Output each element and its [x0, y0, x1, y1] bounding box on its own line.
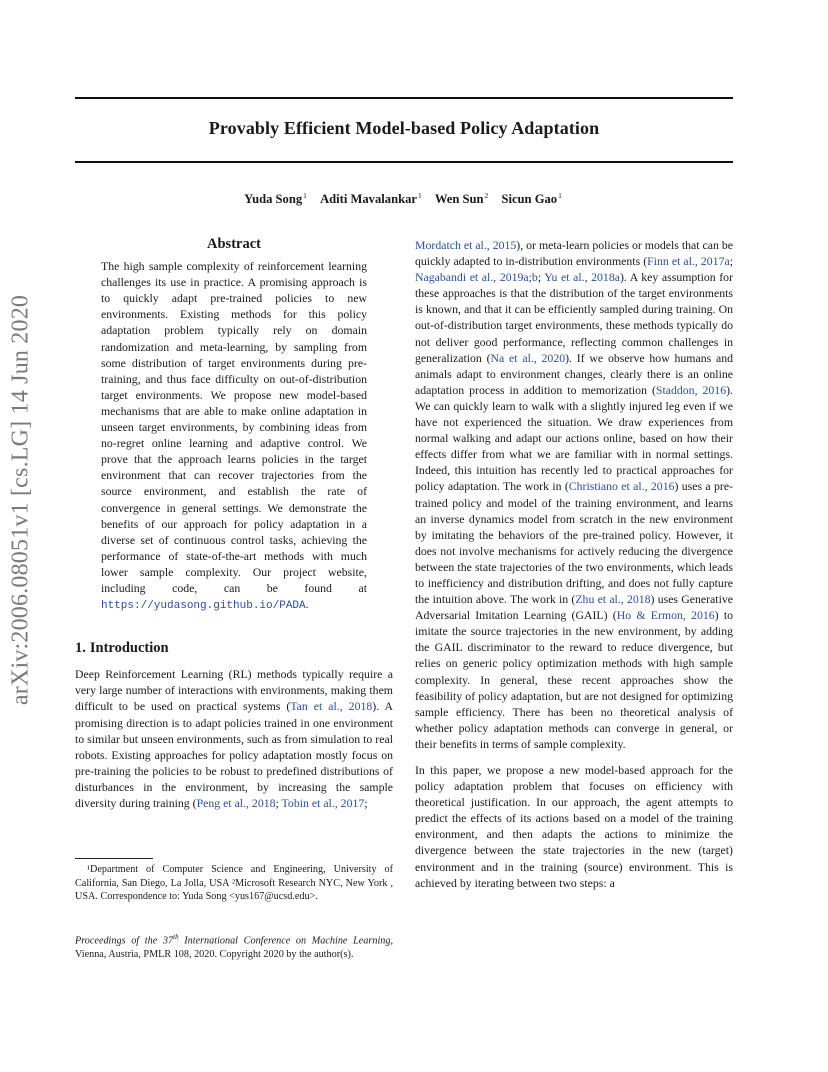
title-rule-top	[75, 97, 733, 99]
project-url-link[interactable]: https://yudasong.github.io/PADA	[101, 600, 306, 613]
citation-link[interactable]: Ho & Ermon, 2016	[616, 608, 715, 623]
abstract-heading: Abstract	[207, 236, 261, 252]
footnote-rule	[75, 858, 153, 859]
citation-link[interactable]: Zhu et al., 2018	[575, 592, 651, 607]
citation-link[interactable]: Tobin et al., 2017	[281, 796, 365, 810]
author-list	[75, 191, 733, 207]
title-rule-bottom	[75, 161, 733, 163]
citation-link[interactable]: Finn et al., 2017a	[647, 254, 730, 269]
citation-link[interactable]: Tan et al., 2018	[290, 699, 373, 714]
section-heading-introduction: 1. Introduction	[75, 640, 169, 657]
citation-link[interactable]: Christiano et al., 2016	[568, 479, 675, 494]
author: Wen Sun$^2$	[434, 191, 489, 206]
arxiv-id: arXiv:2006.08051v1 [cs.LG] 14 Jun 2020	[7, 294, 34, 706]
intro-paragraph: In this paper, we propose a new model-based approach for the policy adaptation problem that focuses on efficiency with theoretical justification. In our approach, the agent attempts to predict the effects of its actions based on a model of the training environment, and then adapts the actions to minimize the divergence between the state trajectories in the new (target) environment and in the training (source) environment. This is achieved by iterating between two steps: a	[415, 763, 733, 890]
proceedings-note: Proceedings of the 37th International Conference on Machine Learning, Vienna, Austria, PMLR 108, 2020. Copyright 2020 by the author(s).	[75, 933, 394, 960]
right-column	[415, 237, 733, 891]
author: Aditi Mavalankar$^1$	[320, 191, 422, 206]
author: Sicun Gao$^1$	[501, 191, 562, 206]
left-column	[75, 236, 393, 811]
affiliation-footnote: ¹Department of Computer Science and Engineering, University of California, San Diego, La Jolla, USA ²Microsoft Research NYC, New York , USA. Correspondence to: Yuda Song <yus167@ucsd.edu>.	[75, 864, 393, 902]
intro-paragraph-continued: Mordatch et al., 2015), or meta-learn policies or models that can be quickly adapted to in-distribution environments (Finn et al., 2017a; Nagabandi et al., 2019a;b; Yu et al., 2018a). A key assumption for these approaches is that the distribution of the target environments is known, and that it can be efficiently sampled during training. On out-of-distribution target environments, these methods typically do not deliver good performance, reflecting common challenges in generalization (Na et al., 2020). If we observe how humans and animals adapt to environment changes, clearly there is an online adaptation process in addition to memorization (Staddon, 2016). We can quickly learn to walk with a slightly injured leg even if we have not experienced the situation. We draw experiences from normal walking and adapt our actions online, based on how their effects differ from what we are familiar with in normal settings. Indeed, this intuition has recently led to practical approaches for policy adaptation. The work in (Christiano et al., 2016) uses a pre-trained policy and model of the training environment, and learns an inverse dynamics model from scratch in the new environment by imitating the behaviors of the pre-trained policy. However, it does not involve mechanisms for actively reducing the divergence between the state trajectories of the two environments, which leads to inefficiency and distribution drifting, and does not fully capture the intuition above. The work in (Zhu et al., 2018) uses Generative Adversarial Imitation Learning (GAIL) (Ho & Ermon, 2016) to imitate the source trajectories in the new environment, by adding the GAIL discriminator to the reward to reduce divergence, but relies on generic policy optimization methods with high sample complexity. In general, these recent approaches show the feasibility of policy adaptation, but are not designed for optimizing sample efficiency. There has been no theoretical analysis of whether policy adaptation methods can converge in general, or their benefits in terms of sample complexity.	[415, 238, 734, 751]
citation-link[interactable]: Nagabandi et al., 2019a;b	[415, 270, 538, 285]
intro-paragraph: Deep Reinforcement Learning (RL) methods typically require a very large number of interactions with environments, making them difficult to be used on practical systems (Tan et al., 2018). A promising direction is to adapt policies trained in one environment to similar but unseen environments, such as from simulation to real robots. Existing approaches for policy adaptation mostly focus on pre-training the policies to be robust to predefined distributions of disturbances in the environment, by increasing the sample diversity during training (Peng et al., 2018; Tobin et al., 2017;	[75, 667, 393, 810]
citation-link[interactable]: Yu et al., 2018a	[544, 270, 620, 285]
citation-link[interactable]: Na et al., 2020	[490, 350, 566, 365]
author: Yuda Song$^1$	[244, 191, 307, 206]
paper-title: Provably Efficient Model-based Policy Adaptation	[208, 118, 600, 138]
abstract-text: The high sample complexity of reinforcement learning challenges its use in practice. A promising approach is to quickly adapt pre-trained policies to new environments. Existing methods for this policy adaptation problem typically rely on domain randomization and meta-learning, by sampling from some distribution of target environments during pre-training, and thus face difficulty on out-of-distribution target environments. We propose new model-based mechanisms that are able to make online adaptation in unseen target environments, by combining ideas from no-regret online learning and adaptive control. We prove that the approach learns policies in the target environment that can recover trajectories from the source environment, and establish the rate of convergence in general settings. We demonstrate the benefits of our approach for policy adaptation in a diverse set of continuous control tasks, achieving the performance of state-of-the-art methods with much lower sample complexity. Our project website, including code, can be found at	[101, 259, 367, 595]
citation-link[interactable]: Mordatch et al., 2015	[415, 238, 517, 252]
citation-link[interactable]: Peng et al., 2018	[196, 796, 276, 810]
citation-link[interactable]: Staddon, 2016	[655, 382, 727, 397]
abstract-body: The high sample complexity of reinforcement learning challenges its use in practice. A promising approach is to quickly adapt pre-trained policies to new environments. Existing methods for this policy adaptation problem typically rely on domain randomization and meta-learning, by sampling from some distribution of target environments during pre-training, and thus face difficulty on out-of-distribution target environments. We propose new model-based mechanisms that are able to make online adaptation in unseen target environments, by combining ideas from no-regret online learning and adaptive control. We prove that the approach learns policies in the target environment that can recover trajectories from the source environment, and establish the rate of convergence in general settings. We demonstrate the benefits of our approach for policy adaptation in a diverse set of continuous control tasks, achieving the performance of state-of-the-art methods with much lower sample complexity. Our project website, including code, can be found at https://yudasong.github.io/PADA.	[101, 259, 367, 613]
